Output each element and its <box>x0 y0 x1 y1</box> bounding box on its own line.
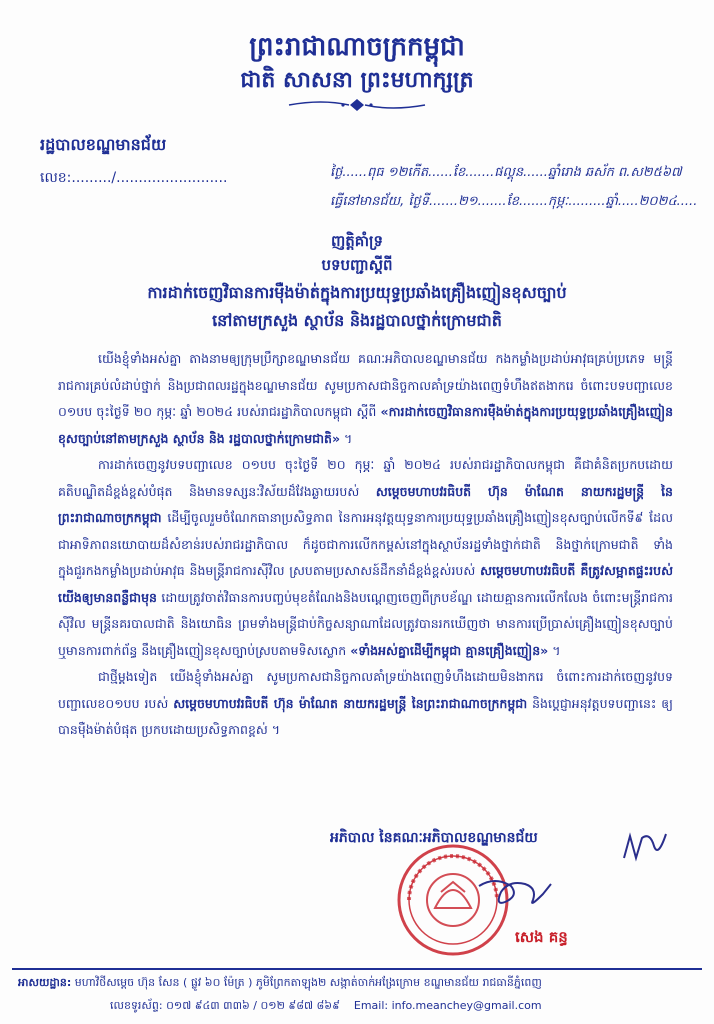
signatory-title: អភិបាល នៃគណៈអភិបាលខណ្ឌមានជ័យ <box>330 830 538 846</box>
ornament-divider-icon <box>287 98 427 112</box>
document-type-title: ញត្តិគាំទ្រ <box>330 232 384 250</box>
paragraph-2 <box>58 452 673 664</box>
document-subject-line-2: នៅតាមក្រសួង ស្ថាប័ន និងរដ្ឋបាលថ្នាក់ក្រោមជាតិ <box>212 311 502 330</box>
paragraph-3-prime-minister: សម្តេចមហាបវរធិបតី ហ៊ុន ម៉ាណែត នាយករដ្ឋមន្ត្រី នៃព្រះរាជាណាចក្រកម្ពុជា <box>173 695 528 711</box>
document-body <box>58 346 673 744</box>
address-label: អាសយដ្ឋាន: <box>18 976 72 989</box>
paragraph-2-text-a: ការដាក់ចេញនូវបទបញ្ជាលេខ ០១បប ចុះថ្ងៃទី ២០ កុម្ភៈ ឆ្នាំ ២០២៤ របស់រាជរដ្ឋាភិបាលកម្ពុជា គឺជាគំនិតប្រកបដោយគតិបណ្ឌិតដ៏ខ្ពង់ខ្ពស់បំផុត និងមានទស្សនៈវិស័យដ៏វែងឆ្ងាយរបស់ <box>58 457 673 499</box>
paragraph-1 <box>58 346 673 452</box>
email-address[interactable]: Email: info.meanchey@gmail.com <box>353 999 542 1012</box>
paragraph-2-text-c: ដោយត្រូវចាត់វិធានការបញ្ចប់មុខតំណែងនិងបណ្តេញចេញពីក្របខ័ណ្ឌ ដោយគ្មានការលើកលែង ចំពោះមន្ត្រីរាជការស៊ីវិល មន្ត្រីនគរបាលជាតិ និងយោធិន ព្រមទាំងមន្ត្រីជាប់កិច្ចសន្យាណាដែលត្រូវបានរកឃើញថា មានការប្រើប្រាស់គ្រឿងញៀនខុសច្បាប់ ឬមានការពាក់ព័ន្ធ នឹងគ្រឿងញៀនខុសច្បាប់ស្របតាមទិសស្លោក <box>58 589 673 658</box>
kingdom-heading: ព្រះរាជាណាចក្រកម្ពុជា <box>249 32 465 62</box>
paragraph-3-text-a: ជាថ្មីម្តងទៀត យើងខ្ញុំទាំងអស់គ្នា សូមប្រកាសជានិច្ចកាលគាំទ្រយ៉ាងពេញទំហឹងដោយមិនងាករេ ចំពោះការដាក់ចេញនូវបទបញ្ជាលេខ០១បប របស់ <box>58 669 673 711</box>
footer-contact <box>110 999 542 1015</box>
paragraph-2-slogan: «ទាំងអស់គ្នាដើម្បីកម្ពុជា គ្មានគ្រឿងញៀន» <box>350 642 549 658</box>
paragraph-2-text-b: ដើម្បីចូលរួមចំណែកធានាប្រសិទ្ធភាព នៃការអនុវត្តយុទ្ធនាការប្រយុទ្ធប្រឆាំងគ្រឿងញៀនខុសច្បាប់លើកទី៩ ដែលជាអាទិភាពនយោបាយដ៏សំខាន់របស់រាជរដ្ឋាភិបាល ក៏ដូចជាការលើកកម្ពស់នៅក្នុងស្ថាប័នរដ្ឋទាំងថ្នាក់ជាតិ និងថ្នាក់ក្រោមជាតិ ទាំងក្នុងជួរកងកម្លាំងប្រដាប់អាវុធ និងមន្ត្រីរាជការស៊ីវិល ស្របតាមប្រសាសន៍ដឹកនាំដ៏ខ្ពង់ខ្ពស់របស់ <box>58 510 673 578</box>
paragraph-2-end: ។ <box>552 642 561 658</box>
paragraph-2-prime-minister: សម្តេចមហាបវរធិបតី ហ៊ុន ម៉ាណែត នាយករដ្ឋមន្ត្រី នៃព្រះរាជាណាចក្រកម្ពុជា <box>58 483 673 525</box>
paragraph-3 <box>58 664 673 744</box>
document-subject-label: បទបញ្ជាស្តីពី <box>321 256 393 274</box>
signatory-name: សេង គន្ធ <box>515 928 568 946</box>
paragraph-3-text-b: និងប្តេជ្ញាអនុវត្តបទបញ្ជានេះ ឲ្យបានម៉ឺងម៉ាត់បំផុត ប្រកបដោយប្រសិទ្ធភាពខ្ពស់ ។ <box>58 695 673 737</box>
lunar-date: ថ្ងៃ......ពុធ ១២កើត......ខែ.......ផល្គុន......ឆ្នាំរោង ឆស័ក ព.ស២៥៦៧ <box>330 165 682 180</box>
phone-number: លេខទូរស័ព្ទ: ០១៧ ៩៤៣ ៣៣៦ / ០១២ ៩៨៧ ៨៦៩ <box>110 999 340 1012</box>
footer-divider <box>12 968 702 970</box>
paragraph-2-directive-quote: សម្តេចមហាបវរធិបតី គឺត្រូវសម្អាតផ្ទះរបស់យើងឲ្យមានពន្លឺជាមុន <box>58 563 673 605</box>
paragraph-1-end: ។ <box>344 430 353 446</box>
paragraph-1-text: យើងខ្ញុំទាំងអស់គ្នា តាងនាមឲ្យក្រុមប្រឹក្សាខណ្ឌមានជ័យ គណៈអភិបាលខណ្ឌមានជ័យ កងកម្លាំងប្រដាប់អាវុធគ្រប់ប្រភេទ មន្ត្រីរាជការគ្រប់លំដាប់ថ្នាក់ និងប្រជាពលរដ្ឋក្នុងខណ្ឌមានជ័យ សូមប្រកាសជានិច្ចកាលគាំទ្រយ៉ាងពេញទំហឹងឥតងាករេ ចំពោះបទបញ្ជាលេខ ០១បប ចុះថ្ងៃទី ២០ កុម្ភៈ ឆ្នាំ ២០២៤ របស់រាជរដ្ឋាភិបាលកម្ពុជា ស្តីពី <box>58 351 673 419</box>
handwritten-signature <box>475 872 555 912</box>
address-text: មហាវិថីសម្តេច ហ៊ុន សែន ( ផ្លូវ ៦០ ម៉ែត្រ ) ភូមិព្រែកតាឡុង២ សង្កាត់ចាក់អង្រែក្រោម ខណ្ឌមានជ័យ រាជធានីភ្នំពេញ <box>74 976 542 989</box>
national-motto: ជាតិ សាសនា ព្រះមហាក្សត្រ <box>240 68 474 93</box>
reference-number: លេខ:........./......................... <box>40 170 228 186</box>
issuing-authority: រដ្ឋបាលខណ្ឌមានជ័យ <box>40 135 167 154</box>
solar-date: ធ្វើនៅមានជ័យ, ថ្ងៃទី.......២១.......ខែ.......កុម្ភៈ.........ឆ្នាំ.....២០២៤..... <box>330 194 698 209</box>
handwritten-initial <box>620 828 670 868</box>
document-subject-line-1: ការដាក់ចេញវិធានការម៉ឺងម៉ាត់ក្នុងការប្រយុទ្ធប្រឆាំងគ្រឿងញៀនខុសច្បាប់ <box>147 283 567 302</box>
paragraph-1-quote: «ការដាក់ចេញវិធានការម៉ឺងម៉ាត់ក្នុងការប្រយុទ្ធប្រឆាំងគ្រឿងញៀនខុសច្បាប់នៅតាមក្រសួង ស្ថាប័ន និង រដ្ឋបាលថ្នាក់ក្រោមជាតិ» <box>58 404 673 446</box>
footer-address <box>18 976 542 992</box>
